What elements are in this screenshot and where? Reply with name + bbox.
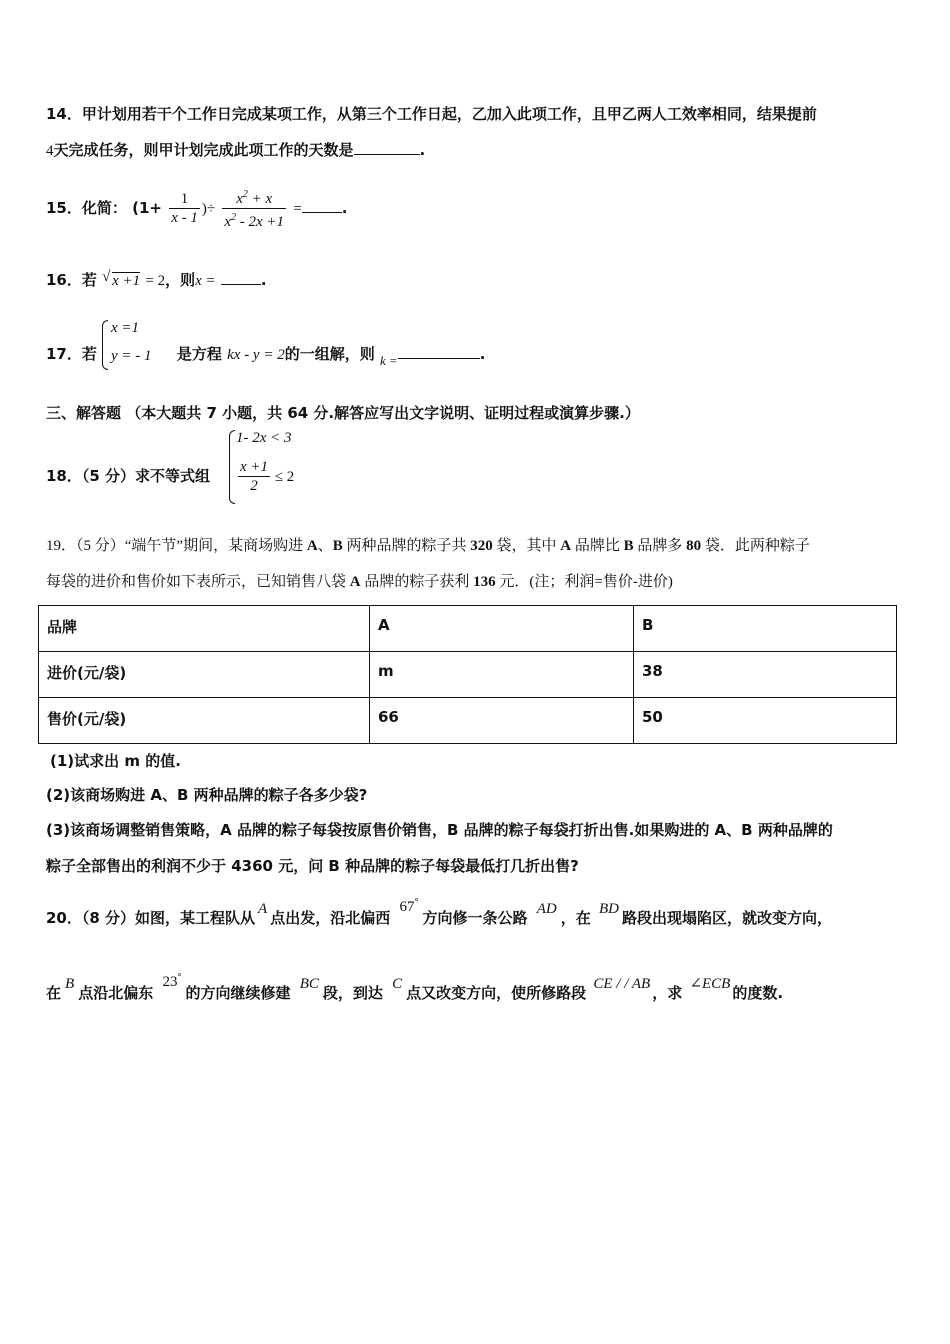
q20-line-1: 20．（8 分）如图，某工程队从 A 点出发，沿北偏西 67°方向修一条公路 AD ，在 BD 路段出现塌陷区，就改变方向， <box>46 897 832 927</box>
table-cell: B <box>634 606 897 652</box>
q15-expression: 15．化简： (1+ $\frac{1}{x - 1}$ )÷ $\frac{x^2 + x}{x^2 - 2x +1}$ = . <box>46 186 347 231</box>
answer-blank-16[interactable] <box>221 270 261 285</box>
q17-eq2: y = - 1 <box>111 348 152 364</box>
section-3-heading: 三、解答题 （本大题共 7 小题，共 64 分.解答应写出文字说明、证明过程或演算步骤.） <box>46 404 640 422</box>
inequality-brace <box>229 430 235 504</box>
table-cell: m <box>370 652 634 698</box>
q17-eq1: x =1 <box>111 320 140 336</box>
table-row <box>39 606 897 652</box>
q15-fraction-1: $\frac{1}{x - 1}$ <box>171 191 198 226</box>
q19-line-2: 每袋的进价和售价如下表所示，已知销售八袋 A 品牌的粽子获利 136 元．(注；利润=售价-进价) <box>46 574 673 590</box>
q19-part-2: (2)该商场购进 A、B 两种品牌的粽子各多少袋? <box>46 786 368 804</box>
sqrt-radical: √ x +1 <box>102 269 141 289</box>
q16-line: 16．若 √ x +1 = 2，则x = . <box>46 269 267 289</box>
q18-ineq-2: $\frac{x +1}{2}$ ≤ 2 <box>240 459 295 494</box>
q20-line-2: 在 B 点沿北偏东 23°的方向继续修建 BC 段，到达 C 点又改变方向，使所修路段 CE / / AB ，求 ∠ECB 的度数. <box>46 972 784 1002</box>
table-cell: 50 <box>634 698 897 744</box>
q15-fraction-2: $\frac{x^2 + x}{x^2 - 2x +1}$ <box>222 186 286 231</box>
table-row <box>39 652 897 698</box>
q14-line-2: 4天完成任务，则甲计划完成此项工作的天数是 . <box>46 141 426 159</box>
answer-blank-17[interactable] <box>398 344 480 359</box>
answer-blank-14[interactable] <box>354 140 420 155</box>
table-cell: 品牌 <box>39 606 370 652</box>
answer-blank-15[interactable] <box>302 198 342 213</box>
q19-part-3-line-1: (3)该商场调整销售策略，A 品牌的粽子每袋按原售价销售，B 品牌的粽子每袋打折出售.如果购进的 A、B 两种品牌的 <box>46 821 833 839</box>
table-row <box>39 698 897 744</box>
q19-line-1: 19．（5 分）“端午节”期间，某商场购进 A、B 两种品牌的粽子共 320 袋，其中 A 品牌比 B 品牌多 80 袋．此两种粽子 <box>46 538 810 554</box>
q18-label: 18．（5 分）求不等式组 <box>46 467 211 485</box>
table-cell: 38 <box>634 652 897 698</box>
table-cell: 进价(元/袋) <box>39 652 370 698</box>
q17-line: 17．若 是方程 kx - y = 2的一组解，则 k = . <box>46 345 486 368</box>
table-cell: 66 <box>370 698 634 744</box>
price-table <box>38 605 897 744</box>
q18-ineq-1: 1- 2x < 3 <box>236 430 292 446</box>
q14-line-1: 14．甲计划用若干个工作日完成某项工作，从第三个工作日起，乙加入此项工作，且甲乙两人工效率相同，结果提前 <box>46 105 817 123</box>
table-cell: A <box>370 606 634 652</box>
q19-part-1: (1)试求出 m 的值. <box>50 752 181 770</box>
q19-part-3-line-2: 粽子全部售出的利润不少于 4360 元，问 B 种品牌的粽子每袋最低打几折出售? <box>46 857 579 875</box>
table-cell: 售价(元/袋) <box>39 698 370 744</box>
